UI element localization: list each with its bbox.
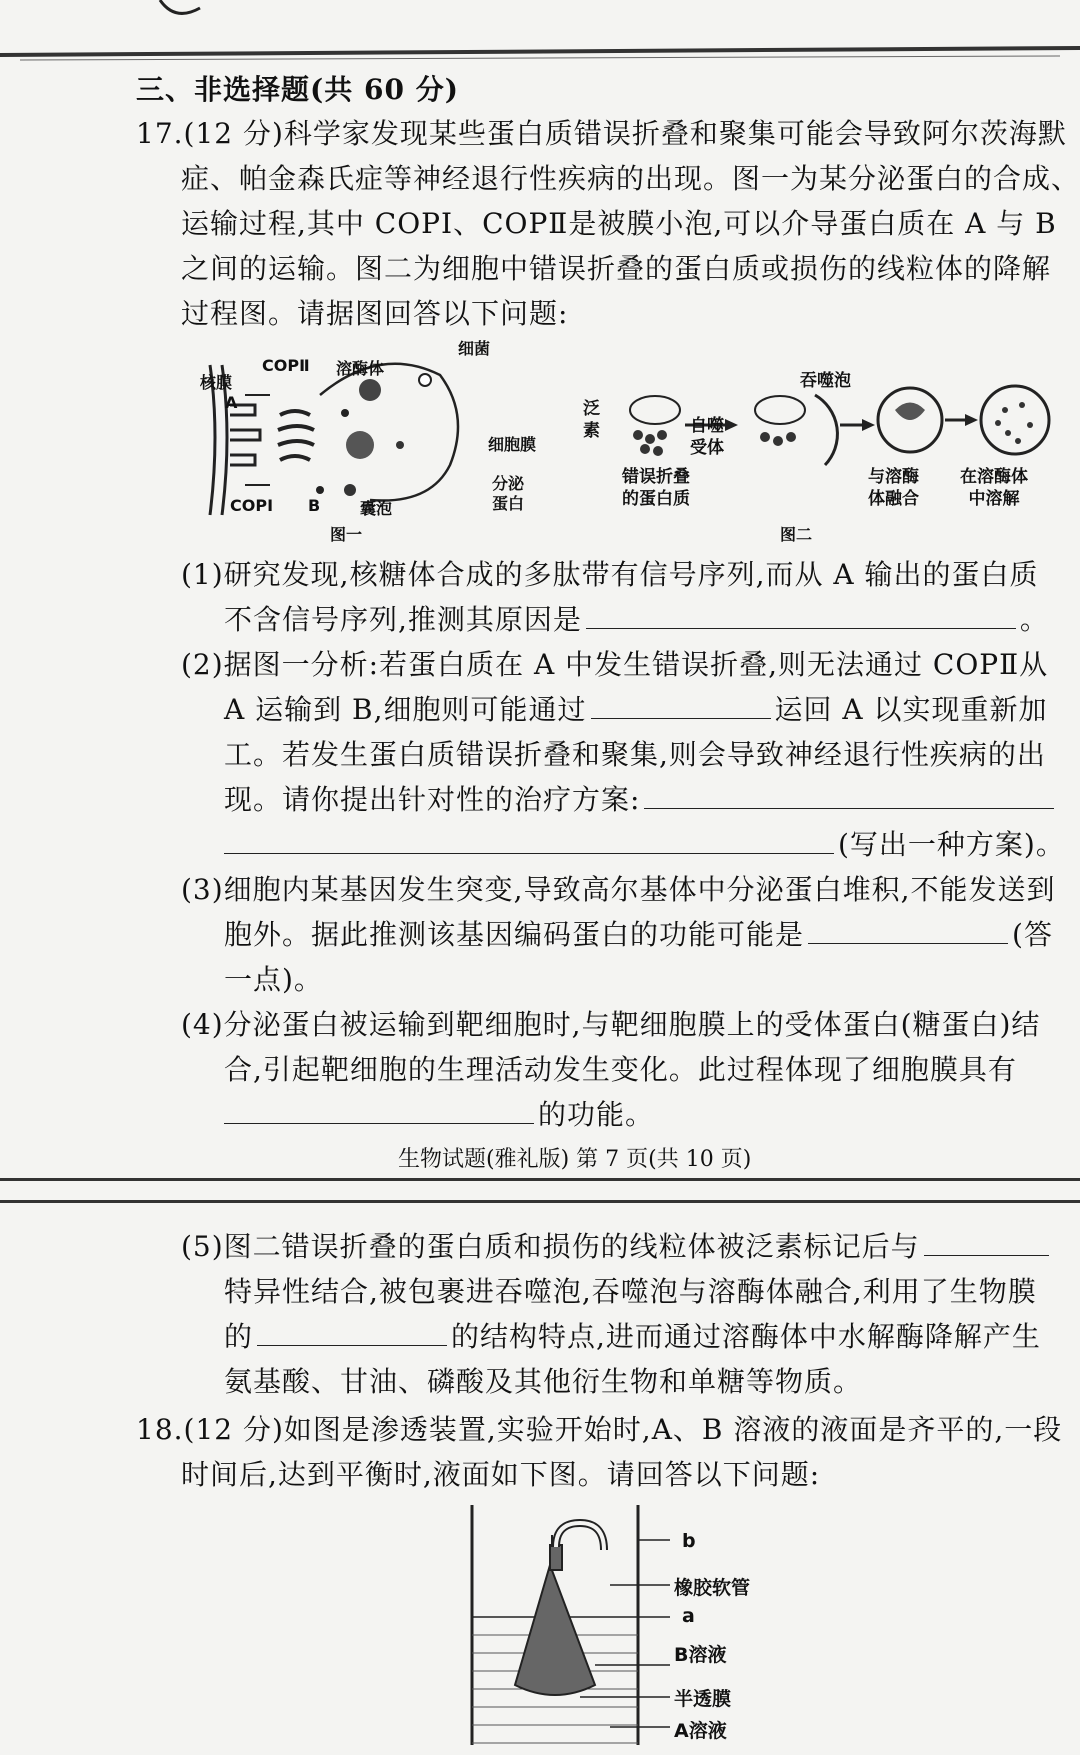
fig1-label-nuclear-membrane: 核膜 — [200, 373, 233, 392]
sub2-answer-blank-1[interactable] — [591, 688, 771, 719]
sub4-line-3 — [224, 1093, 654, 1137]
sub3-text-a: 胞外。据此推测该基因编码蛋白的功能可能是 — [224, 918, 805, 951]
sub3-line-3: 一点)。 — [224, 963, 323, 996]
fig1-label-lysosome: 溶酶体 — [336, 359, 385, 378]
fig1-label-vesicle: 囊泡 — [360, 499, 393, 518]
sub2-end: (写出一种方案)。 — [838, 828, 1065, 861]
fig2-label-phagosome: 吞噬泡 — [800, 371, 851, 391]
sub1-text: 不含信号序列,推测其原因是 — [224, 603, 582, 636]
sub4-answer-blank[interactable] — [224, 1093, 534, 1124]
sub3-line-1: (3)细胞内某基因发生突变,导致高尔基体中分泌蛋白堆积,不能发送到 — [181, 873, 1056, 906]
fig18-label-rubber-tube: 橡胶软管 — [674, 1577, 751, 1599]
fig2-caption: 图二 — [780, 525, 813, 544]
sub2-answer-blank-2[interactable] — [644, 778, 1054, 809]
fig1-label-secretory-protein: 分泌 蛋白 — [492, 474, 525, 513]
q17-line-3: 运输过程,其中 COPⅠ、COPⅡ是被膜小泡,可以介导蛋白质在 A 与 B — [181, 207, 1057, 240]
fig18-label-b: b — [682, 1530, 696, 1552]
fig2-label-fuse: 与溶酶 体融合 — [868, 467, 919, 509]
q17-line-1: 17.(12 分)科学家发现某些蛋白质错误折叠和聚集可能会导致阿尔茨海默 — [136, 117, 1067, 150]
sub3-text-b: (答 — [1012, 918, 1053, 951]
fig18-label-b-solution: B溶液 — [674, 1644, 727, 1666]
q17-line-2: 症、帕金森氏症等神经退行性疾病的出现。图一为某分泌蛋白的合成、 — [181, 162, 1080, 195]
page-footer: 生物试题(雅礼版) 第 7 页(共 10 页) — [398, 1147, 752, 1172]
sub2-text-a: A 运输到 B,细胞则可能通过 — [224, 693, 587, 726]
sub5-answer-blank-2[interactable] — [257, 1315, 447, 1346]
fig1-label-bacteria: 细菌 — [458, 339, 491, 358]
fig1-label-cop1: COPⅠ — [230, 496, 274, 515]
sub2-line-2 — [224, 688, 1048, 732]
sub2-text-b: 运回 A 以实现重新加 — [774, 693, 1048, 726]
fig18-label-a-solution: A溶液 — [674, 1720, 727, 1742]
figure-1-diagram — [200, 355, 500, 515]
sub2-line-1: (2)据图一分析:若蛋白质在 A 中发生错误折叠,则无法通过 COPⅡ从 — [181, 648, 1049, 681]
sub4-line-1: (4)分泌蛋白被运输到靶细胞时,与靶细胞膜上的受体蛋白(糖蛋白)结 — [181, 1008, 1041, 1041]
sub3-line-2 — [224, 913, 1053, 957]
sub5-line-3 — [224, 1315, 1041, 1359]
q17-line-4: 之间的运输。图二为细胞中错误折叠的蛋白质或损伤的线粒体的降解 — [181, 252, 1052, 285]
fig1-label-b: B — [308, 496, 321, 515]
sub1-line-1: (1)研究发现,核糖体合成的多肽带有信号序列,而从 A 输出的蛋白质 — [181, 558, 1039, 591]
sub2-line-3: 工。若发生蛋白质错误折叠和聚集,则会导致神经退行性疾病的出 — [224, 738, 1046, 771]
sub5-text-b: 的 — [224, 1320, 254, 1353]
sub1-answer-blank[interactable] — [586, 598, 1016, 629]
sub5-line-1 — [181, 1225, 1053, 1269]
fig18-label-membrane: 半透膜 — [674, 1688, 732, 1710]
sub1-end: 。 — [1019, 603, 1049, 636]
sub2-line-5 — [224, 823, 1065, 867]
fig1-label-a: A — [225, 393, 238, 412]
fig2-label-dissolve: 在溶酶体 中溶解 — [960, 467, 1028, 509]
fig1-caption: 图一 — [330, 525, 363, 544]
sub3-answer-blank[interactable] — [808, 913, 1008, 944]
q18-line-1: 18.(12 分)如图是渗透装置,实验开始时,A、B 溶液的液面是齐平的,一段 — [136, 1413, 1063, 1446]
page-break-rule-2 — [0, 1200, 1080, 1203]
fig18-label-a: a — [682, 1605, 695, 1627]
sub4-line-2: 合,引起靶细胞的生理活动发生变化。此过程体现了细胞膜具有 — [224, 1053, 1017, 1086]
sub5-text-a: (5)图二错误折叠的蛋白质和损伤的线粒体被泛素标记后与 — [181, 1230, 920, 1263]
sub5-text-c: 的结构特点,进而通过溶酶体中水解酶降解产生 — [451, 1320, 1041, 1353]
sub5-line-4: 氨基酸、甘油、磷酸及其他衍生物和单糖等物质。 — [224, 1365, 863, 1398]
fig2-label-ubiquitin: 泛 素 — [583, 399, 600, 441]
sub5-line-2: 特异性结合,被包裹进吞噬泡,吞噬泡与溶酶体融合,利用了生物膜 — [224, 1275, 1037, 1308]
sub2-text-c: 现。请你提出针对性的治疗方案: — [224, 783, 641, 816]
fig1-label-cop2: COPⅡ — [262, 356, 310, 375]
page-top-edge — [0, 0, 1080, 70]
fig2-label-autophagy-receptor: 自噬 受体 — [690, 416, 724, 458]
q18-line-2: 时间后,达到平衡时,液面如下图。请回答以下问题: — [181, 1458, 821, 1491]
sub1-line-2 — [224, 598, 1049, 642]
section-title: 三、非选择题(共 60 分) — [136, 73, 459, 106]
osmosis-apparatus-diagram — [470, 1505, 670, 1755]
sub2-answer-blank-3[interactable] — [224, 823, 834, 854]
fig2-label-misfolded: 错误折叠 的蛋白质 — [622, 467, 690, 509]
q17-line-5: 过程图。请据图回答以下问题: — [181, 297, 569, 330]
sub4-end: 的功能。 — [538, 1098, 655, 1131]
sub2-line-4 — [224, 778, 1058, 822]
fig1-label-cell-membrane: 细胞膜 — [488, 435, 537, 454]
page-break-rule-1 — [0, 1178, 1080, 1181]
sub5-answer-blank-1[interactable] — [924, 1225, 1049, 1256]
